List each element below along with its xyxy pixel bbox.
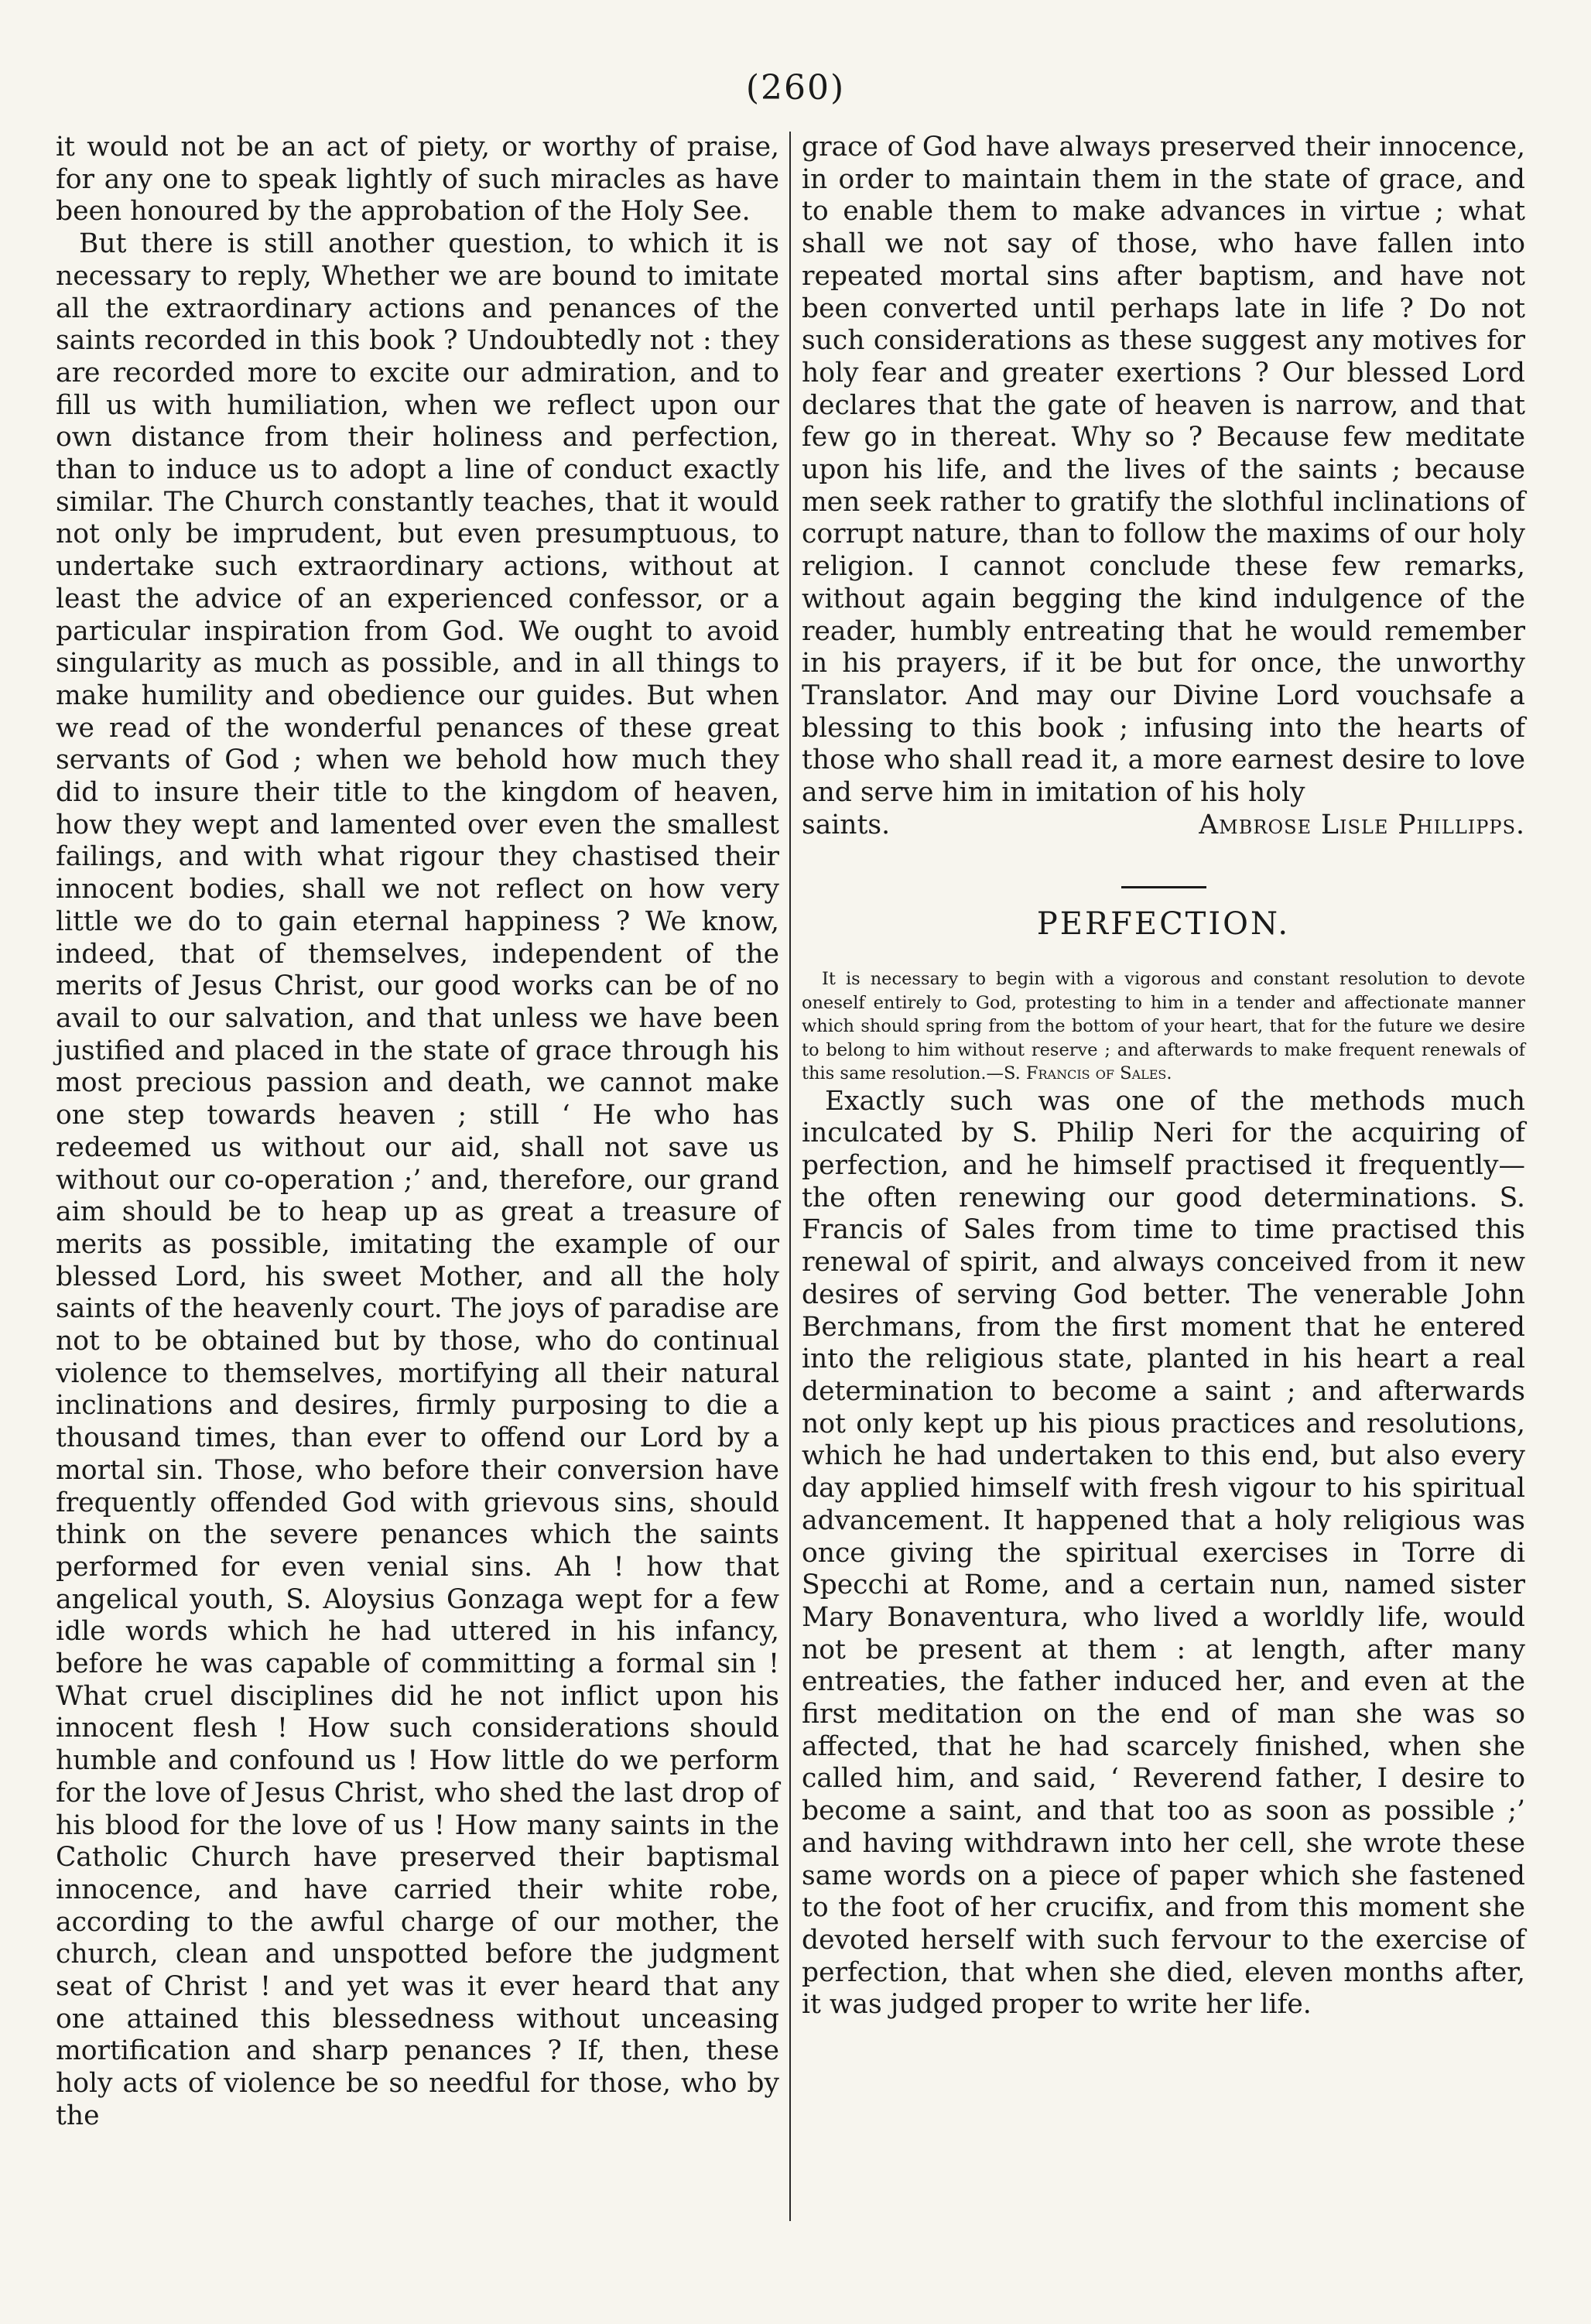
page-number: (260) — [745, 68, 846, 108]
signature-line — [802, 809, 1525, 842]
column-divider — [789, 132, 791, 2221]
section-separator — [1121, 886, 1206, 888]
closing-word: saints. — [802, 809, 891, 840]
epigraph-text: It is necessary to begin with a vigorous and constant resolution to devote oneself entirely to God, protesting to him in a tender and affectionate manner which should spring from the bottom of your heart, that for the future we desire to belong to him without reserve ; and afterwards to make frequent renewals of this same resolution.— — [802, 969, 1525, 1084]
section-body: Exactly such was one of the methods much inculcated by S. Philip Neri for the acquiring of perfection, and he himself practised it frequently—the often renewing our good determinations. S. Francis of Sales from time to time practised this renewal of spirit, and always conceived from it new desires of serving God better. The venerable John Berchmans, from the first moment that he entered into the religious state, planted in his heart a real determination to become a saint ; and afterwards not only kept up his pious practices and resolutions, which he had undertaken to this end, but also every day applied himself with fresh vigour to his spiritual advancement. It happened that a holy religious was once giving the spiritual exercises in Torre di Specchi at Rome, and a certain nun, named sister Mary Bonaventura, who lived a worldly life, would not be present at them : at length, after many entreaties, the father induced her, and even at the first meditation on the end of man she was so affected, that he had scarcely finished, when she called him, and said, ‘ Reverend father, I desire to become a saint, and that too as soon as possible ;’ and having withdrawn into her cell, she wrote these same words on a piece of paper which she fastened to the foot of her crucifix, and from this moment she devoted herself with such fervour to the exercise of perfection, that when she died, eleven months after, it was judged proper to write her life. — [802, 1085, 1525, 2021]
section-heading: PERFECTION. — [1036, 906, 1291, 943]
right-column — [802, 132, 1525, 2021]
epigraph-attribution: S. Francis of Sales. — [1003, 1063, 1172, 1084]
right-continuation-paragraph: grace of God have always preserved their innocence, in order to maintain them in the state of grace, and to enable them to make advances in virtue ; what shall we not say of those, who have fallen into repeated mortal sins after baptism, and have not been converted until perhaps late in life ? Do not such considerations as these suggest any motives for holy fear and greater exertions ? Our blessed Lord declares that the gate of heaven is narrow, and that few go in thereat. Why so ? Because few meditate upon his life, and the lives of the saints ; because men seek rather to gratify the slothful inclinations of corrupt nature, than to follow the maxims of our holy religion. I cannot conclude these few remarks, without again begging the kind indulgence of the reader, humbly entreating that he would remember in his prayers, if it be but for once, the unworthy Translator. And may our Divine Lord vouchsafe a blessing to this book ; infusing into the hearts of those who shall read it, a more earnest desire to love and serve him in imitation of his holy — [802, 132, 1525, 809]
translator-signature: Ambrose Lisle Phillipps. — [1199, 809, 1525, 840]
left-paragraph-1: it would not be an act of piety, or worthy of praise, for any one to speak lightly of such miracles as have been honoured by the approbation of the Holy See. — [56, 132, 779, 228]
left-column — [56, 132, 779, 2133]
left-paragraph-2: But there is still another question, to which it is necessary to reply, Whether we are bound to imitate all the extraordinary actions and penances of the saints recorded in this book ? Undoubtedly not : they are recorded more to excite our admiration, and to fill us with humiliation, when we reflect upon our own distance from their holiness and perfection, than to induce us to adopt a line of conduct exactly similar. The Church constantly teaches, that it would not only be imprudent, but even presumptuous, to undertake such extraordinary actions, without at least the advice of an experienced confessor, or a particular inspiration from God. We ought to avoid singularity as much as possible, and in all things to make humility and obedience our guides. But when we read of the wonderful penances of these great servants of God ; when we behold how much they did to insure their title to the kingdom of heaven, how they wept and lamented over even the smallest failings, and with what rigour they chastised their innocent bodies, shall we not reflect on how very little we do to gain eternal happiness ? We know, indeed, that of themselves, independent of the merits of Jesus Christ, our good works can be of no avail to our salvation, and that unless we have been justified and placed in the state of grace through his most precious passion and death, we cannot make one step towards heaven ; still ‘ He who has redeemed us without our aid, shall not save us without our co-operation ;’ and, therefore, our grand aim should be to heap up as great a treasure of merits as possible, imitating the example of our blessed Lord, his sweet Mother, and all the holy saints of the heavenly court. The joys of paradise are not to be obtained but by those, who do continual violence to themselves, mortifying all their natural inclinations and desires, firmly purposing to die a thousand times, than ever to offend our Lord by a mortal sin. Those, who before their conversion have frequently offended God with grievous sins, should think on the severe penances which the saints performed for even venial sins. Ah ! how that angelical youth, S. Aloysius Gonzaga wept for a few idle words which he had uttered in his infancy, before he was capable of committing a formal sin ! What cruel disciplines did he not inflict upon his innocent flesh ! How such considerations should humble and confound us ! How little do we perform for the love of Jesus Christ, who shed the last drop of his blood for the love of us ! How many saints in the Catholic Church have preserved their baptismal innocence, and have carried their white robe, according to the awful charge of our mother, the church, clean and unspotted before the judgment seat of Christ ! and yet was it ever heard that any one attained this blessedness without unceasing mortification and sharp penances ? If, then, these holy acts of violence be so needful for those, who by the — [56, 228, 779, 2131]
epigraph — [802, 967, 1525, 1086]
